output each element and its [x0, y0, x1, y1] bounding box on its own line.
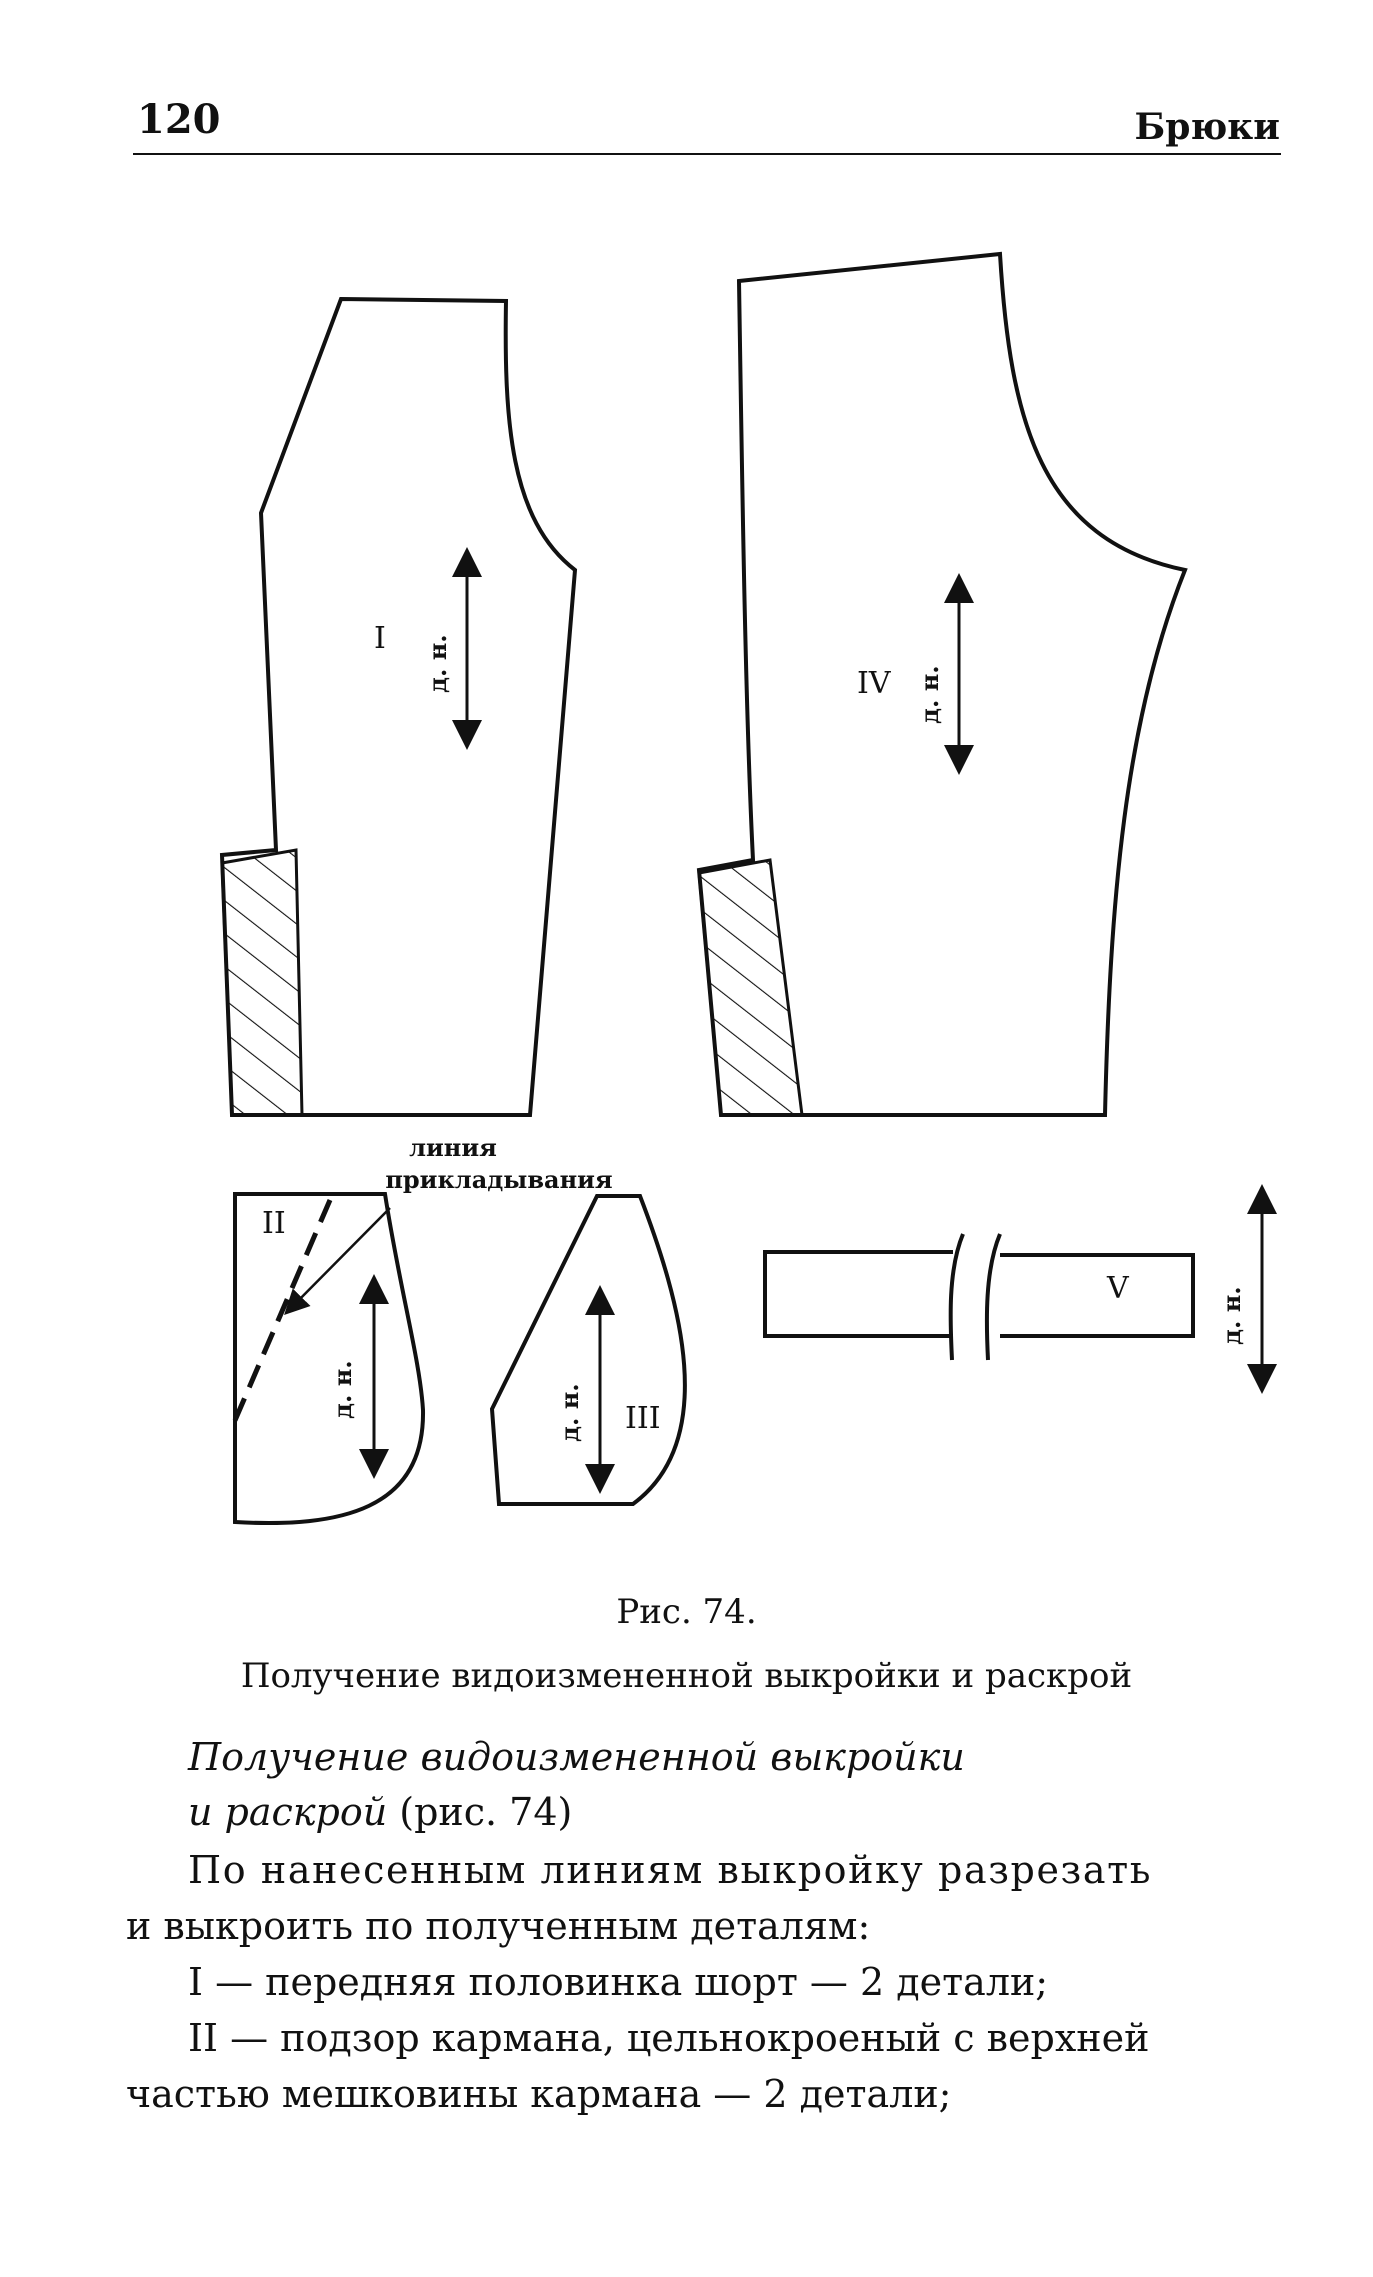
grain-label-I: д. н. — [423, 634, 452, 693]
list-item-2-line-1: II — подзор кармана, цельнокроеный с верхней — [188, 2016, 1150, 2060]
heading-line-1: Получение видоизмененной выкройки — [188, 1735, 965, 1779]
list-item-2-line-2: частью мешковины кармана — 2 детали; — [126, 2072, 952, 2116]
paragraph-line-2: и выкроить по полученным деталям: — [126, 1904, 871, 1948]
figure-caption: Получение видоизмененной выкройки и раскрой — [240, 1656, 1133, 1696]
figure-number: Рис. 74. — [616, 1592, 757, 1632]
list-item-1: I — передняя половинка шорт — 2 детали; — [188, 1960, 1049, 2004]
heading-line-2 — [188, 1790, 572, 1834]
section-title: Брюки — [1134, 106, 1280, 148]
piece-III-pocket-bag — [492, 1196, 685, 1504]
piece-IV-label: IV — [857, 666, 891, 701]
hatched-pocket-area-I — [222, 850, 302, 1115]
piece-V-waistband — [765, 1209, 1262, 1389]
piece-I-front-half — [222, 299, 575, 1115]
grain-label-III: д. н. — [555, 1383, 584, 1442]
piece-II-label: II — [262, 1206, 286, 1241]
placement-line-label-2: прикладывания — [385, 1165, 613, 1194]
piece-II-pocket-facing — [233, 1194, 423, 1523]
piece-I-label: I — [374, 621, 386, 656]
grain-label-II: д. н. — [328, 1360, 357, 1419]
placement-line-label-1: линия — [409, 1133, 497, 1162]
heading-figure-ref: (рис. 74) — [387, 1790, 573, 1834]
grain-label-IV: д. н. — [915, 665, 944, 724]
page-number: 120 — [137, 96, 221, 143]
heading-italic-2: и раскрой — [188, 1790, 388, 1834]
piece-V-label: V — [1107, 1271, 1129, 1306]
paragraph-line-1: По нанесенным линиям выкройку разрезать — [188, 1848, 1153, 1892]
piece-III-label: III — [625, 1401, 661, 1436]
grain-label-V: д. н. — [1217, 1286, 1246, 1345]
